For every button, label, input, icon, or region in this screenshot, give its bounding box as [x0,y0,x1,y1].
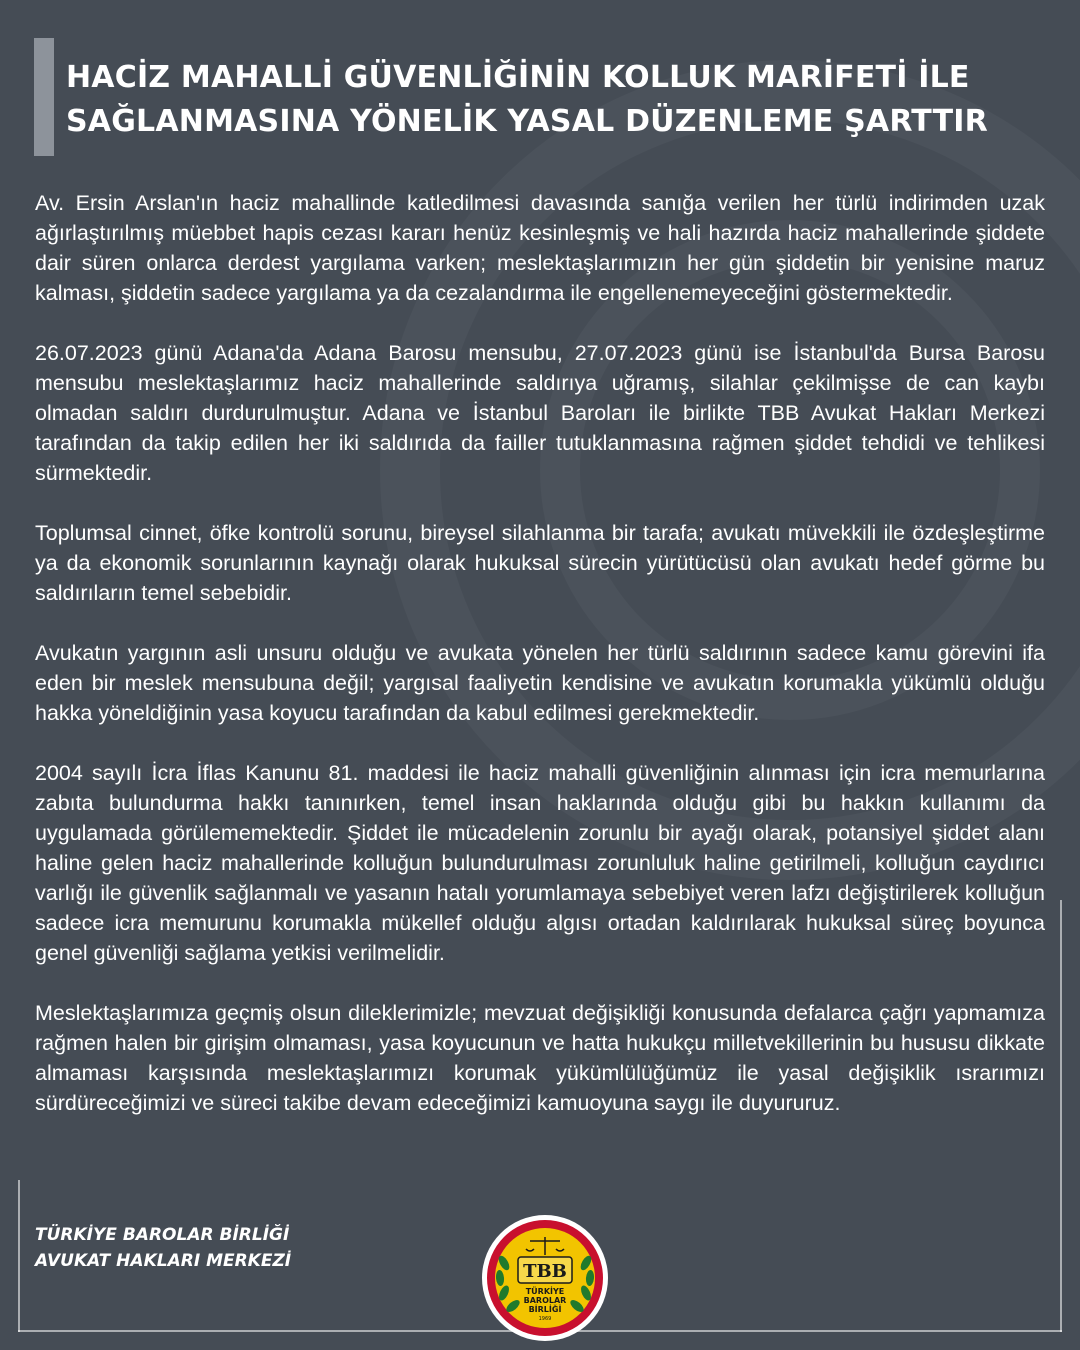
page-title [66,56,1026,144]
seal-text-line-2: BAROLAR [523,1296,567,1305]
tbb-seal-logo [480,1213,610,1343]
statement-body [35,188,1045,1148]
paragraph-1: Av. Ersin Arslan'ın haciz mahallinde katledilmesi davasında sanığa verilen her türlü indirimden uzak ağırlaştırılmış müebbet hapis cezası kararı henüz kesinleşmiş ve hali hazırda haciz mahallerinde şiddete dair süren onlarca derdest yargılama varken; meslektaşlarımızın her gün şiddetin bir yenisine maruz kalması, şiddetin sadece yargılama ya da cezalandırma ile engellenemeyeceğini göstermektedir. [35,191,1045,305]
seal-text-line-1: TÜRKİYE [525,1287,565,1296]
seal-year: 1969 [538,1316,552,1322]
title-line-1: HACİZ MAHALLİ GÜVENLİĞİNİN KOLLUK MARİFETİ İLE [66,60,970,95]
title-line-2: SAĞLANMASINA YÖNELİK YASAL DÜZENLEME ŞARTTIR [66,104,988,139]
paragraph-5: 2004 sayılı İcra İflas Kanunu 81. maddesi ile haciz mahalli güvenliğinin alınması için icra memurlarına zabıta bulundurma hakkı tanınırken, temel insan haklarında olduğu gibi bu hakkın kullanımı da uygulamada görülememektedir. Şiddet ile mücadelenin zorunlu bir ayağı olarak, potansiyel şiddet alanı haline gelen haciz mahallerinde kolluğun bulundurulması zorunluluk haline getirilmeli, kolluğun caydırıcı varlığı ile güvenlik sağlanmalı ve yasanın hatalı yorumlamaya sebebiyet veren lafzı değiştirilerek kolluğun sadece icra memurunu korumakla mükellef olduğu algısı ortadan kaldırılarak hukuksal süreç boyunca genel güvenliği sağlama yetkisi verilmelidir. [35,761,1045,965]
signature-org: TÜRKİYE BAROLAR BİRLİĞİ [35,1225,290,1245]
signature-unit: AVUKAT HAKLARI MERKEZİ [35,1251,292,1271]
seal-text-line-3: BİRLİĞİ [528,1305,562,1314]
paragraph-2: 26.07.2023 günü Adana'da Adana Barosu mensubu, 27.07.2023 günü ise İstanbul'da Bursa Barosu mensubu meslektaşlarımız haciz mahallerinde saldırıya uğramış, silahlar çekilmişse de can kaybı olmadan saldırı durdurulmuştur. Adana ve İstanbul Baroları ile birlikte TBB Avukat Hakları Merkezi tarafından da takip edilen her iki saldırıda da failler tutuklanmasına rağmen şiddet tehdidi ve tehlikesi sürmektedir. [35,341,1045,485]
monogram-tbb: TBB [523,1261,567,1282]
frame-line-right [1060,900,1062,1332]
paragraph-3: Toplumsal cinnet, öfke kontrolü sorunu, bireysel silahlanma bir tarafa; avukatı müvekkili ile özdeşleştirme ya da ekonomik sorunlarının kaynağı olarak hukuksal sürecin yürütücüsü olan avukatı hedef görme bu saldırıların temel sebebidir. [35,521,1045,605]
frame-line-left [18,1180,20,1332]
paragraph-4: Avukatın yargının asli unsuru olduğu ve avukata yönelen her türlü saldırının sadece kamu görevini ifa eden bir meslek mensubuna değil; yargısal faaliyetin kendisine ve avukatın korumakla yükümlü olduğu hakka yöneldiğinin yasa koyucu tarafından da kabul edilmesi gerekmektedir. [35,641,1045,725]
paragraph-6: Meslektaşlarımıza geçmiş olsun dileklerimizle; mevzuat değişikliği konusunda defalarca çağrı yapmamıza rağmen halen bir girişim olmaması, yasa koyucunun ve hatta hukukçu milletvekillerinin bu hususu dikkate almaması karşısında meslektaşlarımızı korumak yükümlülüğümüz ile yasal değişiklik ısrarımızı sürdüreceğimizi ve süreci takibe devam edeceğimizi kamuoyuna saygı ile duyururuz. [35,1001,1045,1115]
title-accent-bar [34,38,54,156]
signature-block [35,1222,291,1274]
